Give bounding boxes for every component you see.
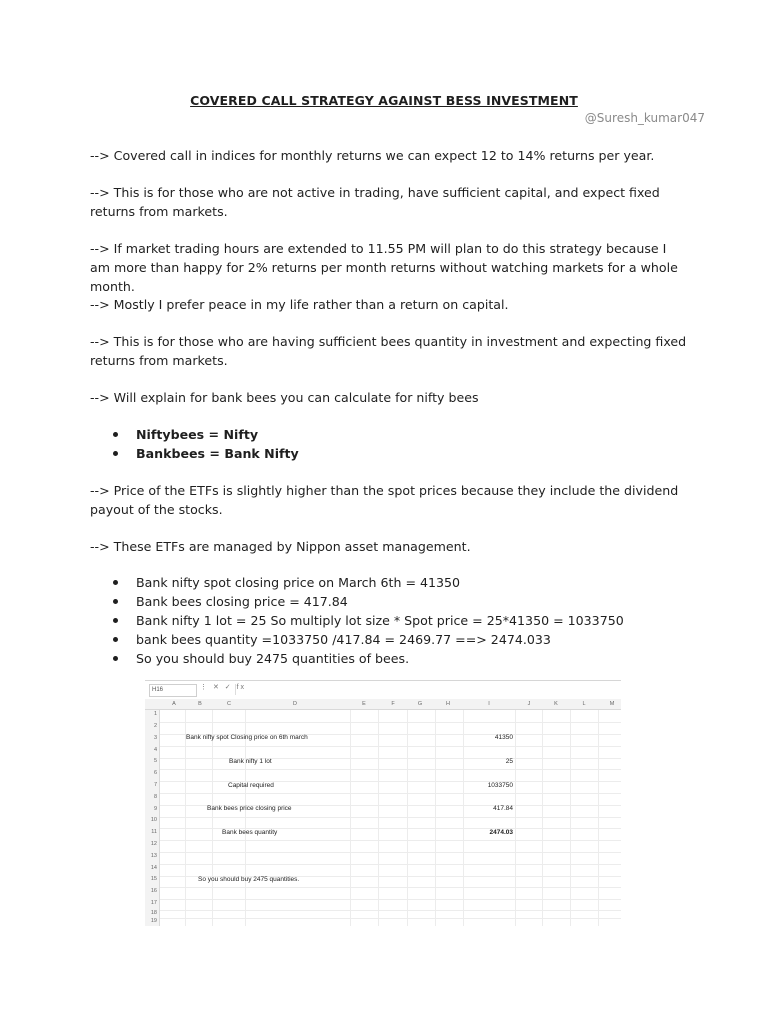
- row-header: 3: [153, 735, 157, 741]
- paragraph: --> These ETFs are managed by Nippon asset management.: [90, 539, 471, 554]
- bullet-icon: [113, 618, 118, 623]
- row-header: 10: [150, 817, 157, 823]
- grid-line: [160, 852, 621, 853]
- calculation-list: [90, 573, 690, 668]
- grid-line: [160, 887, 621, 888]
- paragraph: --> Will explain for bank bees you can calculate for nifty bees: [90, 390, 479, 405]
- bullet-icon: [113, 580, 118, 585]
- spot-value-cell: 41350: [494, 734, 513, 741]
- grid-line: [160, 918, 621, 919]
- paragraph: --> Mostly I prefer peace in my life rather than a return on capital.: [90, 297, 509, 312]
- row-header: 11: [151, 829, 157, 835]
- grid-line: [435, 710, 436, 926]
- row-header: 6: [153, 770, 157, 776]
- list-item: Niftybees = Nifty: [90, 425, 690, 444]
- grid-line: [463, 710, 464, 926]
- grid-line: [160, 910, 621, 911]
- list-item: Bank nifty spot closing price on March 6th = 41350: [90, 573, 690, 592]
- bullet-icon: [113, 599, 118, 604]
- author-handle: @Suresh_kumar047: [584, 111, 705, 125]
- grid-line: [160, 864, 621, 865]
- row-header: 14: [150, 865, 157, 871]
- grid-line: [160, 817, 621, 818]
- grid-line: [160, 840, 621, 841]
- grid-line: [350, 710, 351, 926]
- row-headers: [145, 710, 160, 926]
- column-header: A: [172, 701, 176, 707]
- bullet-icon: [113, 451, 118, 456]
- formula-bar: [145, 680, 621, 700]
- column-header: E: [362, 701, 366, 707]
- row-header: 15: [150, 876, 157, 882]
- etf-list: [90, 425, 690, 463]
- column-header: C: [227, 701, 231, 707]
- row-header: 17: [150, 900, 157, 906]
- bullet-icon: [113, 432, 118, 437]
- grid-line: [160, 769, 621, 770]
- capital-label-cell: Capital required: [228, 782, 274, 789]
- row-header: 9: [153, 806, 157, 812]
- column-header: J: [527, 701, 531, 707]
- column-headers: [145, 699, 621, 710]
- row-header: 4: [153, 747, 157, 753]
- column-header: G: [417, 701, 423, 707]
- column-header: L: [582, 701, 586, 707]
- spreadsheet-image: [145, 680, 621, 926]
- grid-line: [160, 722, 621, 723]
- paragraph: --> Covered call in indices for monthly returns we can expect 12 to 14% returns per year.: [90, 148, 655, 163]
- paragraph: --> This is for those who are having sufficient bees quantity in investment and expecting fixed returns from markets.: [90, 334, 687, 368]
- row-header: 8: [153, 794, 157, 800]
- paragraph: --> This is for those who are not active in trading, have sufficient capital, and expect fixed returns from markets.: [90, 185, 660, 219]
- bullet-icon: [113, 656, 118, 661]
- grid-line: [542, 710, 543, 926]
- row-header: 1: [153, 711, 157, 717]
- formula-input: [235, 684, 616, 695]
- column-header: H: [446, 701, 450, 707]
- lot-label-cell: Bank nifty 1 lot: [229, 758, 272, 765]
- paragraph: --> Price of the ETFs is slightly higher than the spot prices because they include the dividend payout of the stocks.: [90, 483, 679, 517]
- row-header: 18: [150, 910, 157, 916]
- list-item: So you should buy 2475 quantities of bees.: [90, 649, 690, 668]
- bees-price-label-cell: Bank bees price closing price: [207, 805, 292, 812]
- grid-line: [515, 710, 516, 926]
- qty-label-cell: Bank bees quantity: [222, 829, 278, 836]
- name-box: H16: [149, 684, 197, 697]
- row-header: 5: [153, 758, 157, 764]
- column-header: I: [488, 701, 490, 707]
- grid-line: [378, 710, 379, 926]
- list-item: Bank nifty 1 lot = 25 So multiply lot size * Spot price = 25*41350 = 1033750: [90, 611, 690, 630]
- grid-line: [160, 746, 621, 747]
- list-item: Bank bees closing price = 417.84: [90, 592, 690, 611]
- row-header: 12: [150, 841, 157, 847]
- paragraph: --> If market trading hours are extended to 11.55 PM will plan to do this strategy because I am more than happy for 2% returns per month returns without watching markets for a whole month.: [90, 241, 678, 294]
- row-header: 2: [153, 723, 157, 729]
- formula-icons: ⋮ ✕ ✓ fx: [200, 684, 247, 691]
- row-header: 7: [153, 782, 157, 788]
- grid-line: [570, 710, 571, 926]
- column-header: D: [293, 701, 297, 707]
- column-header: K: [554, 701, 558, 707]
- row-header: 19: [150, 918, 157, 924]
- lot-value-cell: 25: [505, 758, 513, 765]
- conclusion-cell: So you should buy 2475 quantities.: [198, 876, 300, 883]
- document-title: COVERED CALL STRATEGY AGAINST BESS INVESTMENT: [190, 93, 578, 108]
- row-header: 13: [150, 853, 157, 859]
- spot-label-cell: Bank nifty spot Closing price on 6th march: [186, 734, 308, 741]
- list-item: Bankbees = Bank Nifty: [90, 444, 690, 463]
- column-header: M: [609, 701, 615, 707]
- grid-line: [160, 899, 621, 900]
- column-header: B: [198, 701, 202, 707]
- column-header: F: [391, 701, 395, 707]
- list-item: bank bees quantity =1033750 /417.84 = 2469.77 ==> 2474.033: [90, 630, 690, 649]
- bees-price-value-cell: 417.84: [493, 805, 513, 812]
- row-header: 16: [150, 888, 157, 894]
- bullet-icon: [113, 637, 118, 642]
- grid-line: [598, 710, 599, 926]
- grid-line: [160, 793, 621, 794]
- grid-line: [407, 710, 408, 926]
- qty-value-cell: 2474.03: [489, 829, 513, 836]
- capital-value-cell: 1033750: [487, 782, 513, 789]
